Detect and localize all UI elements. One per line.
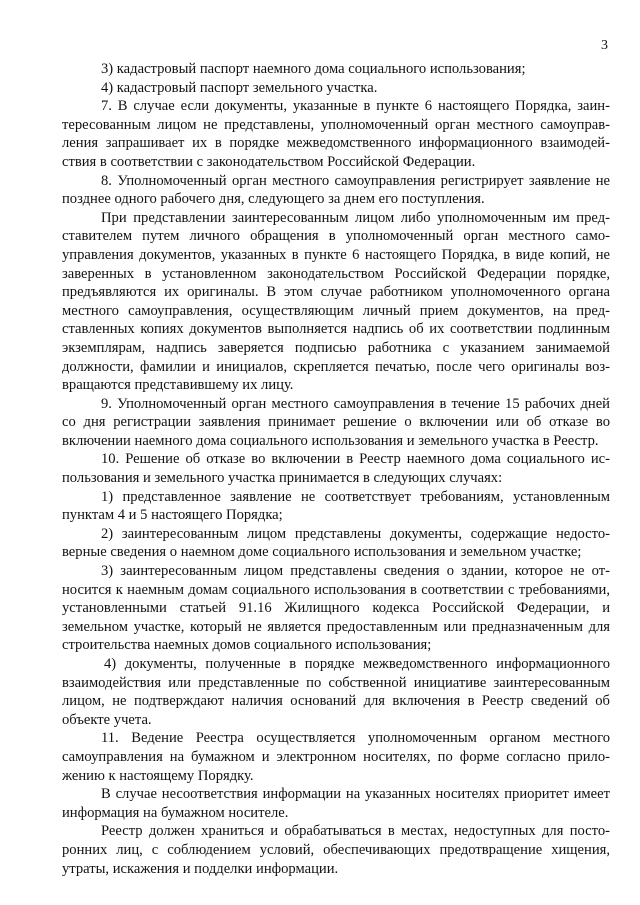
paragraph-item-3: 3) кадастровый паспорт наемного дома социального использования; (101, 61, 526, 77)
paragraph-item-4: 4) кадастровый паспорт земельного участка. (101, 79, 378, 96)
paragraph-case-3: 3) заинтересованным лицом представлены сведения о здании, которое не относится к наемным домам социального использования в соответствии с требованиями, установленными статьей 91.16 Жилищного кодекса Российской Федерации, и земельном участке, который не является предоставленным или предназначенным для строительства наемных домов социального использования; (62, 563, 610, 654)
paragraph-clause-7: 7. В случае если документы, указанные в пункте 6 настоящего Порядка, заинтересованным лицом не представлены, уполномоченный орган местного самоуправления запрашивает их в порядке межведомственного информационного взаимодействия в соответствии с законодательством Российской Федерации. (62, 98, 610, 170)
paragraph-clause-10: 10. Решение об отказе во включении в Реестр наемного дома социального использования и земельного участка принимается в следующих случаях: (62, 451, 610, 487)
paragraph-priority: В случае несоответствия информации на указанных носителях приоритет имеет информация на бумажном носителе. (62, 786, 610, 821)
paragraph-clause-9: 9. Уполномоченный орган местного самоуправления в течение 15 рабочих дней со дня регистрации заявления принимает решение о включении или об отказе во включении наемного дома социального использования и земельного участка в Реестр. (62, 395, 610, 449)
paragraph-originals: При представлении заинтересованным лицом либо уполномоченным им представителем путем личного обращения в уполномоченный орган местного самоуправления документов, указанных в пункте 6 настоящего Порядка, в виде копий, не заверенных в установленном законодательством Российской Федерации порядке, предъявляются их оригиналы. В этом случае работником уполномоченного органа местного самоуправления, осуществляющим личный прием документов, на представленных копиях документов выполняется надпись об их соответствии подлинным экземплярам, надпись заверяется подписью работника с указанием занимаемой должности, фамилии и инициалов, скрепляется печатью, после чего оригиналы возвращаются представившему их лицу. (62, 209, 610, 394)
paragraph-case-1: 1) представленное заявление не соответствует требованиям, установленным пунктам 4 и 5 настоящего Порядка; (62, 488, 610, 524)
paragraph-case-2: 2) заинтересованным лицом представлены документы, содержащие недостоверные сведения о наемном доме социального использования и земельном участке; (62, 525, 610, 561)
document-body (62, 60, 610, 878)
paragraph-clause-8: 8. Уполномоченный орган местного самоуправления регистрирует заявление не позднее одного рабочего дня, следующего за днем его поступления. (62, 172, 610, 208)
page-number: 3 (601, 38, 608, 53)
paragraph-clause-11: 11. Ведение Реестра осуществляется уполномоченным органом местного самоуправления на бумажном и электронном носителях, по форме согласно приложению к настоящему Порядку. (62, 730, 610, 784)
paragraph-case-4: 4) документы, полученные в порядке межведомственного информационного взаимодействия или представленные по собственной инициативе заинтересованным лицом, не подтверждают наличия оснований для включения в Реестр сведений об объекте учета. (62, 656, 610, 728)
paragraph-storage: Реестр должен храниться и обрабатываться в местах, недоступных для посторонних лиц, с соблюдением условий, обеспечивающих предотвращение хищения, утраты, искажения и подделки информации. (62, 823, 610, 877)
